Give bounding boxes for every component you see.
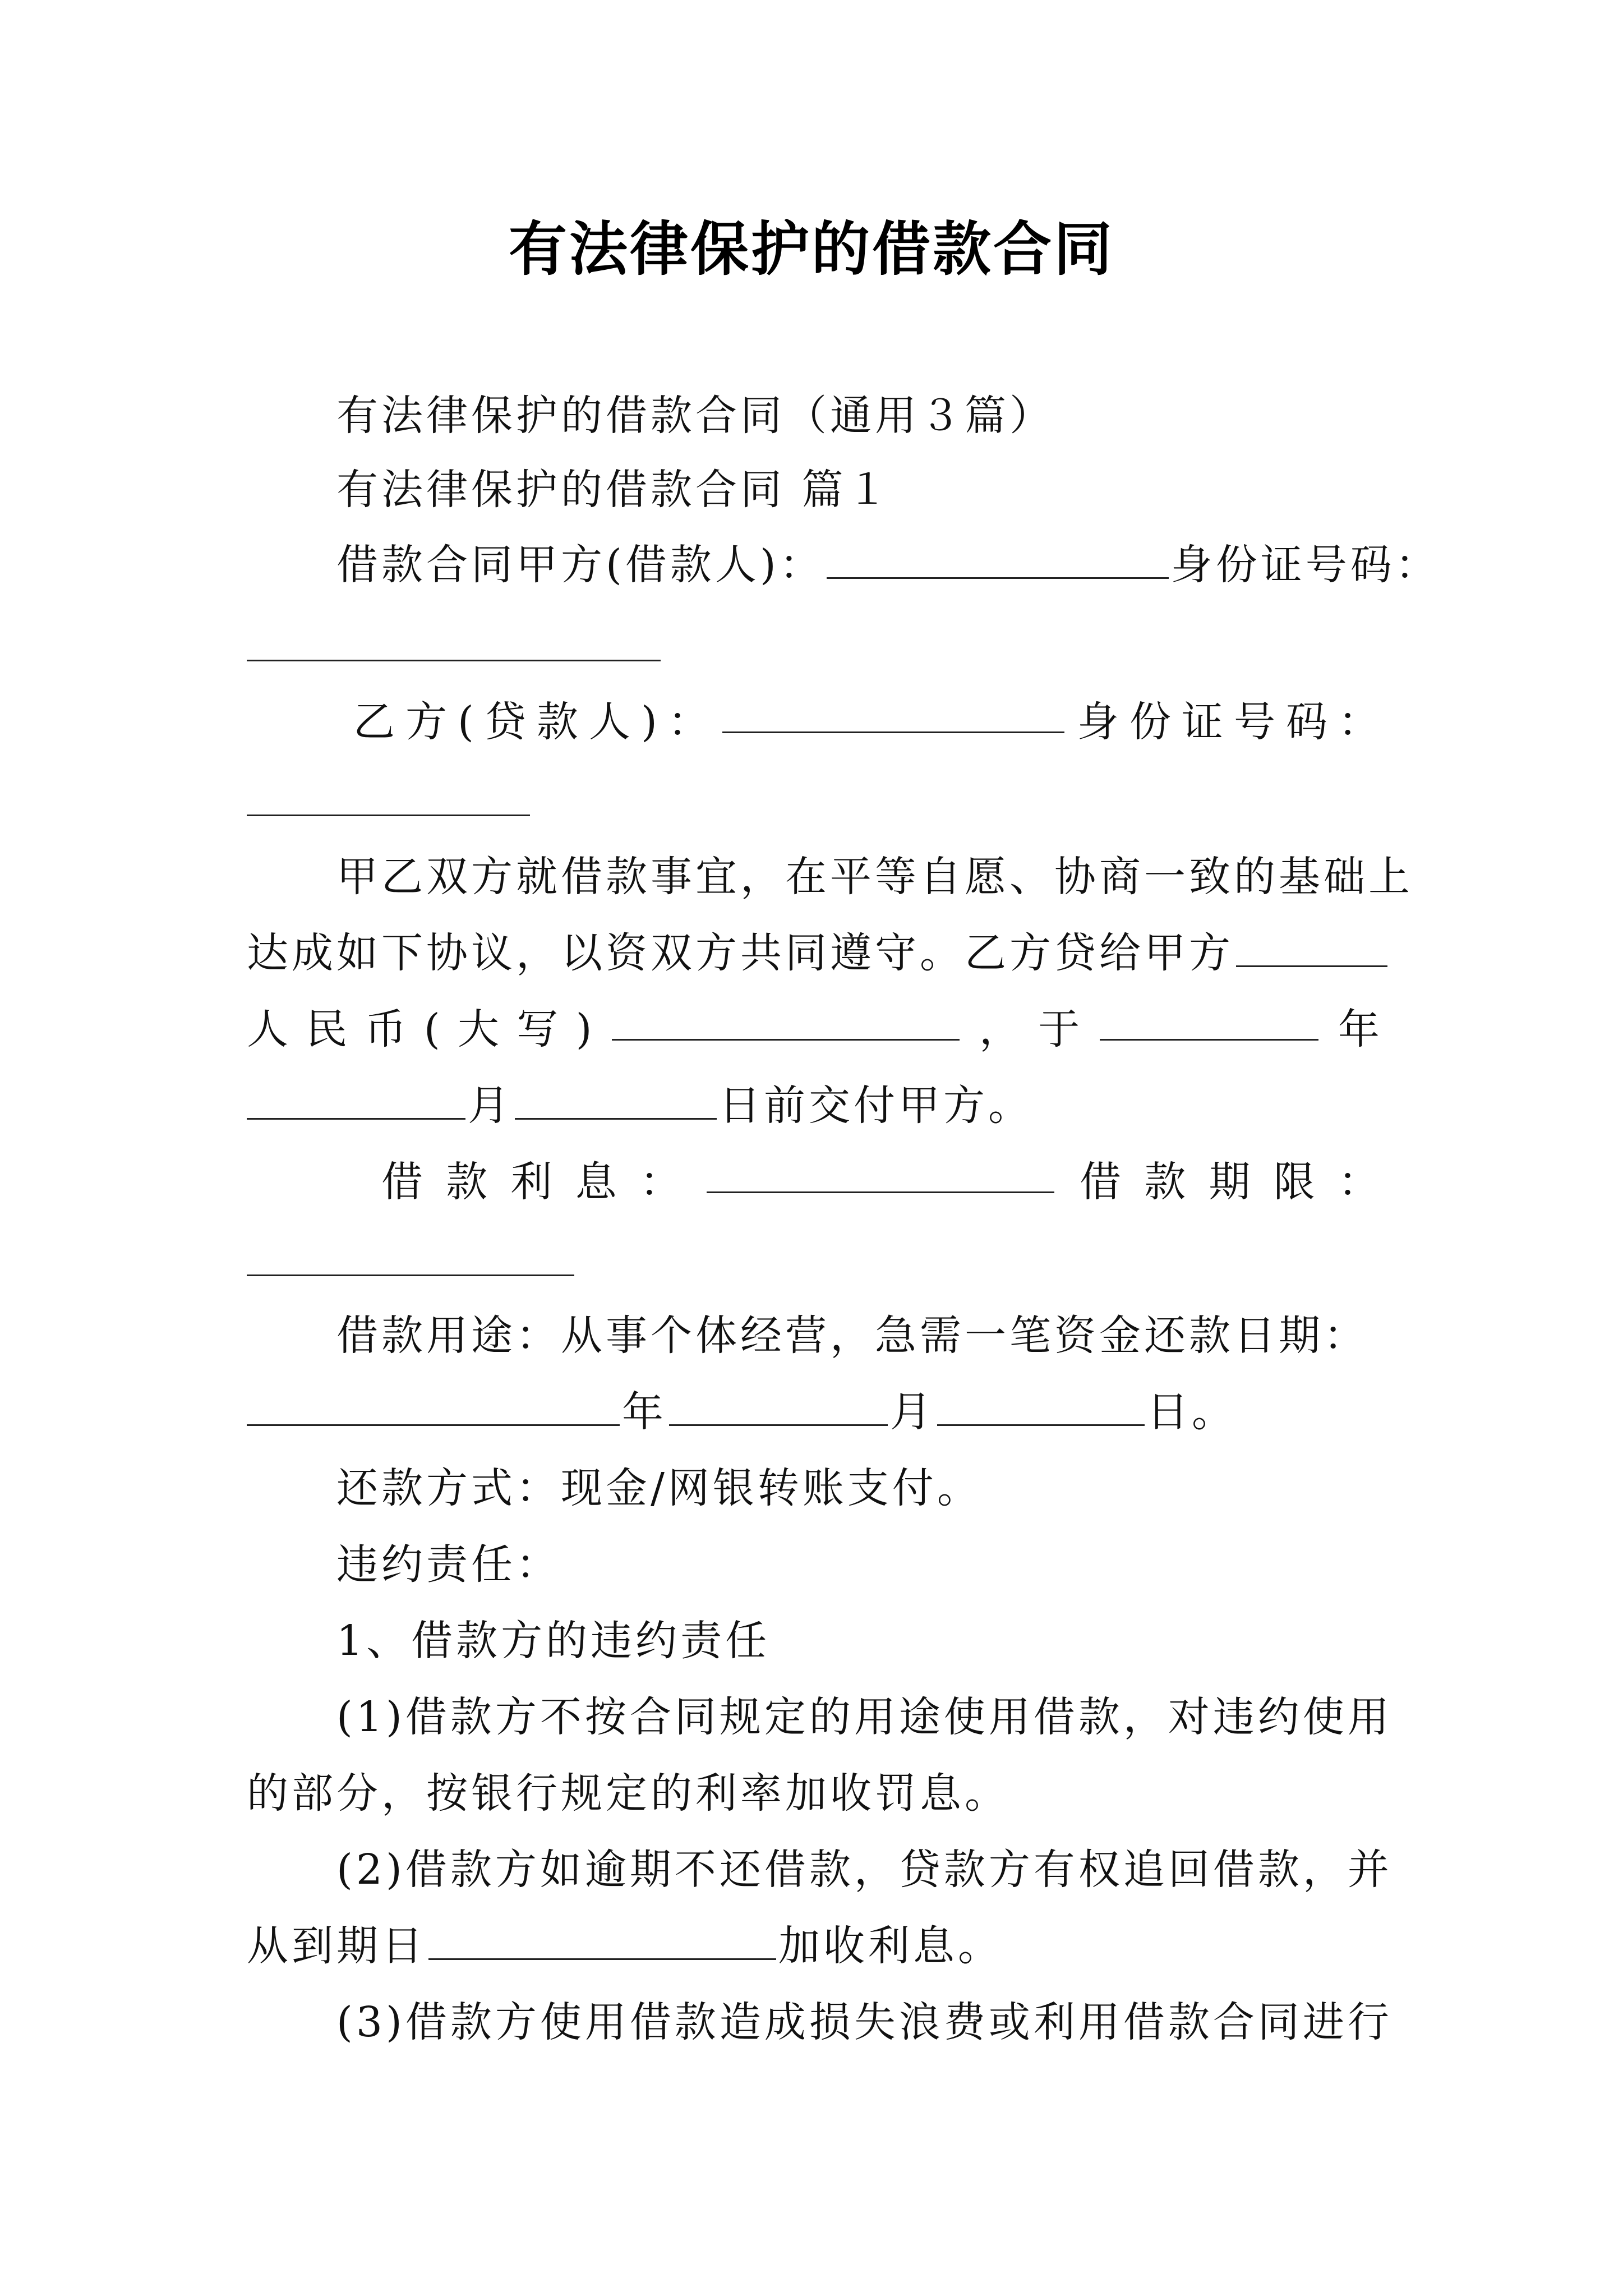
party-a-label: 借款合同甲方(借款人)： bbox=[336, 541, 824, 589]
document-title: 有法律保护的借款合同 bbox=[508, 215, 1114, 283]
party-b-id-blank bbox=[247, 815, 530, 816]
party-b-blank bbox=[722, 691, 1064, 733]
repay-method: 还款方式：现金/网银转账支付。 bbox=[336, 1464, 982, 1512]
lender-amount-blank bbox=[1236, 925, 1387, 967]
deliver-month-blank bbox=[247, 1078, 465, 1120]
overdue-interest-blank bbox=[428, 1918, 776, 1960]
clause-1-line-1: (1)借款方不按合同规定的用途使用借款，对违约使用 bbox=[336, 1693, 1393, 1741]
repay-month-blank bbox=[669, 1384, 888, 1426]
deliver-day-blank bbox=[515, 1078, 717, 1120]
amount-uppercase-blank bbox=[612, 999, 960, 1041]
party-a-line bbox=[336, 534, 1440, 596]
deliver-year-blank bbox=[1100, 999, 1318, 1041]
clause-3-line-1: (3)借款方使用借款造成损失浪费或利用借款合同进行 bbox=[336, 1998, 1393, 2046]
repay-day-blank bbox=[937, 1384, 1145, 1426]
interest-term-line: 借 款 利 息 ： 借 款 期 限 ： bbox=[381, 1151, 1380, 1213]
term-blank bbox=[247, 1274, 574, 1276]
clause-2-line-2: 从到期日 加收利息。 bbox=[247, 1915, 1380, 1977]
subtitle: 有法律保护的借款合同（通用３篇） bbox=[336, 392, 1054, 440]
breach-item-1: 1、借款方的违约责任 bbox=[336, 1617, 771, 1665]
breach-heading: 违约责任： bbox=[336, 1540, 561, 1589]
agreement-line-3: 人 民 币 ( 大 写 ) ， 于 年 bbox=[247, 999, 1380, 1060]
agreement-line-4: 月 日前交付甲方。 bbox=[247, 1075, 1380, 1137]
party-a-id-label: 身份证号码： bbox=[1170, 541, 1440, 589]
purpose-line: 借款用途：从事个体经营，急需一笔资金还款日期： bbox=[336, 1312, 1368, 1360]
repay-date-line: 年 月 日。 bbox=[247, 1381, 1380, 1443]
party-a-id-blank bbox=[247, 660, 661, 661]
interest-blank bbox=[707, 1151, 1054, 1193]
party-a-blank bbox=[827, 537, 1169, 579]
repay-year-blank bbox=[247, 1384, 620, 1426]
clause-2-line-1: (2)借款方如逾期不还借款，贷款方有权追回借款，并 bbox=[336, 1846, 1393, 1894]
clause-1-line-2: 的部分，按银行规定的利率加收罚息。 bbox=[247, 1769, 1009, 1818]
agreement-line-2: 达成如下协议，以资双方共同遵守。乙方贷给甲方 bbox=[247, 922, 1380, 984]
section-heading: 有法律保护的借款合同 篇１ bbox=[336, 466, 892, 514]
party-b-line: 乙 方 ( 贷 款 人 ) ： 身 份 证 号 码 ： bbox=[353, 691, 1380, 753]
agreement-line-1: 甲乙双方就借款事宜，在平等自愿、协商一致的基础上 bbox=[336, 853, 1413, 901]
